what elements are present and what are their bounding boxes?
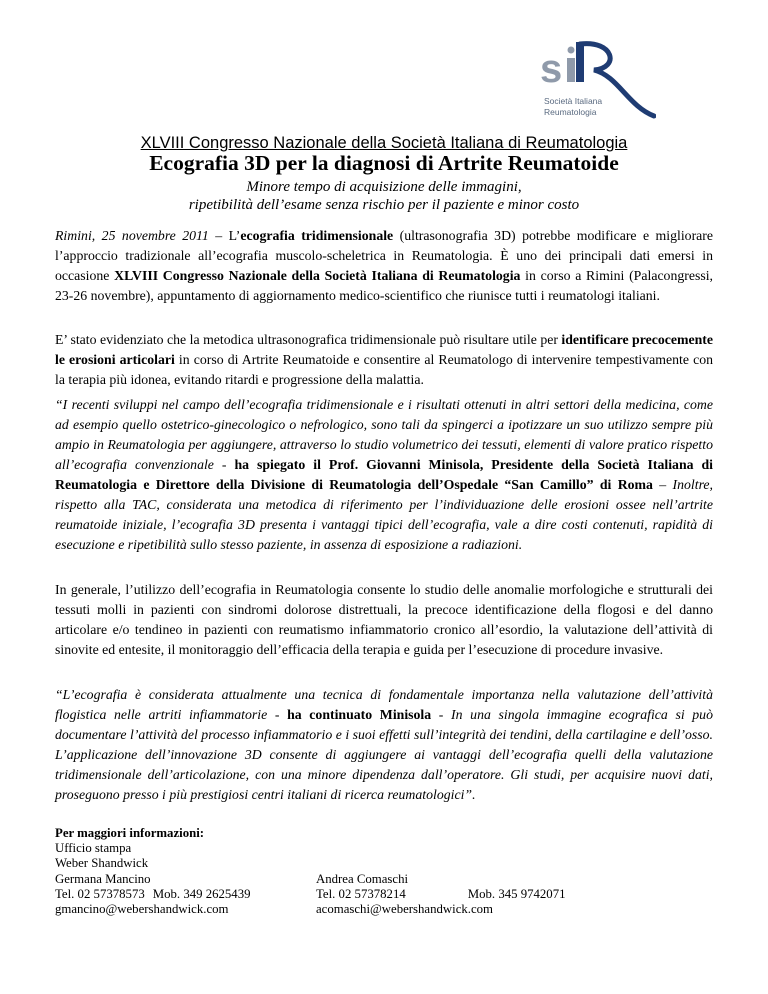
- contact-phones: [316, 887, 566, 902]
- contact-tel: Tel. 02 57378573: [55, 886, 145, 901]
- paragraph-intro: [55, 226, 713, 306]
- logo-caption: [544, 96, 602, 118]
- dateline: Rimini, 25 novembre 2011: [55, 228, 209, 243]
- text-span: – L’: [208, 228, 241, 243]
- text-span: - In una singola immagine ecografica si può documentare l’attività del processo infiammatorio e i suoi effetti sull’integrità dei tendini, della cartilagine e dell’osso. L’applicazione dell’innovazione 3D consente di aggiungere ai vantaggi dell’ecografia quelli della valutazione tridimensionale dell’articolazione, con una minore dipendenza dall’operatore. Gli studi, per acquisire nuovi dati, proseguono presso i più prestigiosi centri italiani di ricerca reumatologici”.: [55, 707, 713, 802]
- bold-span: XLVIII Congresso Nazionale della Società Italiana di Reumatologia: [114, 268, 521, 283]
- text-span: in corso a Rimini (Palacongressi, 23-26 novembre), appuntamento di aggiornamento medico-scientifico che riunisce tutti i reumatologi italiani.: [55, 268, 713, 303]
- text-span: E’ stato evidenziato che la metodica ultrasonografica tridimensionale può risultare utile per: [55, 332, 562, 347]
- text-span: in corso di Artrite Reumatoide e consentire al Reumatologo di intervenire tempestivamente con la terapia più idonea, evitando ritardi e progressione della malattia.: [55, 352, 714, 387]
- text-span: In generale, l’utilizzo dell’ecografia in Reumatologia consente lo studio delle anomalie morfologiche e strutturali dei tessuti molli in pazienti con sindromi dolorose distrettuali, la precoce identificazione della flogosi e del danno articolare e/o tendineo in pazienti con reumatismo infiammatorio cronico all’esordio, la valutazione dell’attività di sinovite ed entesite, il monitoraggio dell’efficacia della terapia e guida per l’esecuzione di procedure invasive.: [55, 582, 713, 657]
- bold-span: identificare precocemente le erosioni articolari: [55, 332, 713, 367]
- bold-span: ecografia tridimensionale: [240, 228, 394, 243]
- logo-line-2: Reumatologia: [544, 107, 597, 117]
- paragraph-quote-minisola: [55, 395, 713, 555]
- contact-tel: Tel. 02 57378214: [316, 887, 406, 902]
- text-span: (ultrasonografia 3D) potrebbe modificare e migliorare l’approccio tradizionale all’ecografia muscolo-scheletrica in Reumatologia. È uno dei principali dati emersi in occasione: [55, 228, 714, 283]
- contacts-agency: Weber Shandwick: [55, 856, 149, 871]
- contacts-office: Ufficio stampa: [55, 841, 132, 856]
- contact-mobile: Mob. 349 2625439: [152, 886, 251, 901]
- subtitle-line-2: ripetibilità dell’esame senza rischio per il paziente e minor costo: [188, 197, 580, 213]
- contacts-block: [55, 826, 251, 917]
- contact-phones: [55, 887, 251, 902]
- contact-mobile: Mob. 345 9742071: [467, 887, 566, 902]
- svg-text:s: s: [540, 47, 563, 91]
- contact-email-link[interactable]: gmancino@webershandwick.com: [55, 902, 229, 917]
- bold-span: ha spiegato il Prof. Giovanni Minisola, Presidente della Società Italiana di Reumatologia e Direttore della Divisione di Reumatologia dell’Ospedale “San Camillo” di Roma: [55, 457, 714, 492]
- text-span: “L’ecografia è considerata attualmente una tecnica di fondamentale importanza nella valutazione dell’attività flogistica nelle artriti infiammatorie -: [55, 687, 713, 722]
- page-title: Ecografia 3D per la diagnosi di Artrite Reumatoide: [149, 151, 619, 175]
- bold-span: ha continuato Minisola: [287, 707, 432, 722]
- paragraph-erosions: [55, 330, 713, 390]
- paragraph-quote-continued: [55, 685, 713, 805]
- text-span: “I recenti sviluppi nel campo dell’ecografia tridimensionale e i risultati ottenuti in altri settori della medicina, come ad esempio quello ostetrico-ginecologico o nefrologico, sono tali da spingerci a ipotizzare un suo utilizzo sempre più ampio in Reumatologia per aggiungere, attraverso lo studio volumetrico dei tessuti, elementi di valore pratico rispetto all’ecografia convenzionale -: [55, 397, 713, 472]
- paragraph-general: [55, 580, 713, 660]
- subtitle-line-1: Minore tempo di acquisizione delle immagini,: [246, 179, 522, 195]
- contact-email-link[interactable]: acomaschi@webershandwick.com: [316, 902, 494, 917]
- contacts-heading: Per maggiori informazioni:: [55, 826, 205, 840]
- text-span: – Inoltre, rispetto alla TAC, considerata una metodica di riferimento per l’individuazione delle erosioni ossee nell’artrite reumatoide iniziale, l’ecografia 3D presenta i vantaggi tipici dell’ecografia, vale a dire costi contenuti, rapidità di esecuzione e ripetibilità sullo stesso paziente, in assenza di esposizione a radiazioni.: [55, 477, 713, 552]
- subtitle: [0, 178, 768, 214]
- contact-name: Germana Mancino: [55, 871, 151, 886]
- logo-line-1: Società Italiana: [544, 96, 603, 106]
- contacts-block-2: [316, 872, 566, 918]
- contact-name: Andrea Comaschi: [316, 872, 409, 886]
- congress-heading: XLVIII Congresso Nazionale della Società Italiana di Reumatologia: [140, 134, 628, 152]
